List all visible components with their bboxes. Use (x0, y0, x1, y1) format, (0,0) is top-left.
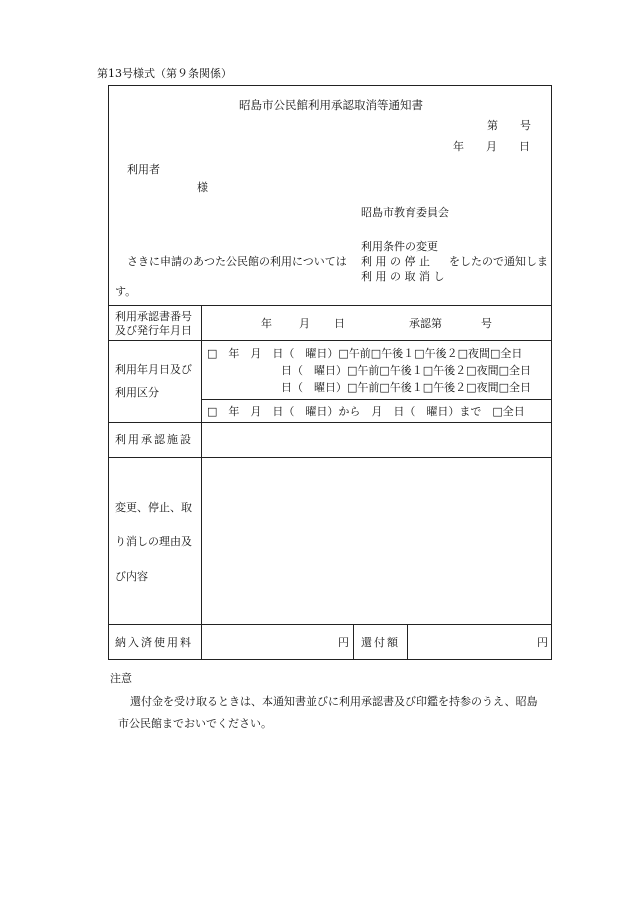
form-title: 昭島市公民館利用承認取消等通知書 (239, 98, 423, 112)
notice-form (108, 85, 552, 660)
reason-label-3: び内容 (115, 570, 148, 583)
approval-day: 日 (334, 317, 345, 330)
body-prefix: さきに申請のあつた公民館の利用については (127, 255, 347, 268)
usage-line-4: □ 年 月 日（ 曜日）から 月 日（ 曜日）まで □全日 (207, 405, 525, 418)
approval-label-2: 及び発行年月日 (115, 324, 192, 337)
approval-year: 年 (261, 317, 272, 330)
refund-label: 還付額 (361, 636, 400, 649)
divider (407, 624, 408, 659)
issuer: 昭島市教育委員会 (361, 206, 449, 219)
option-stop: 利 用 の 停 止 (361, 255, 430, 268)
divider (109, 422, 551, 423)
approval-month: 月 (299, 317, 310, 330)
option-cancel: 利 用 の 取 消 し (361, 270, 445, 283)
approval-number: 承認第 (409, 317, 442, 330)
paid-fee-label: 納入済使用料 (115, 636, 193, 649)
divider (109, 340, 551, 341)
body-suffix: をしたので通知しま (449, 255, 548, 268)
issue-date: 年 月 日 (453, 140, 530, 153)
usage-line-3: 日（ 曜日）□午前□午後１□午後２□夜間□全日 (281, 381, 531, 394)
form-id: 第13号様式（第９条関係） (97, 67, 232, 80)
body-tail: す。 (115, 285, 137, 298)
notes-line-2: 市公民館までおいでください。 (118, 717, 272, 730)
usage-line-2: 日（ 曜日）□午前□午後１□午後２□夜間□全日 (281, 364, 531, 377)
divider (201, 399, 551, 400)
divider (201, 305, 202, 659)
divider (109, 305, 551, 306)
honorific: 様 (197, 181, 208, 194)
notes-heading: 注意 (110, 672, 132, 685)
divider (353, 624, 354, 659)
refund-yen: 円 (537, 636, 548, 649)
approval-go: 号 (481, 317, 492, 330)
reason-label-2: り消しの理由及 (115, 535, 192, 548)
usage-label-1: 利用年月日及び (115, 363, 192, 376)
facility-label: 利用承認施設 (115, 433, 193, 446)
option-change: 利用条件の変更 (361, 240, 438, 253)
usage-label-2: 利用区分 (115, 386, 159, 399)
notes-line-1: 還付金を受け取るときは、本通知書並びに利用承認書及び印鑑を持参のうえ、昭島 (130, 695, 538, 708)
paid-fee-yen: 円 (338, 636, 349, 649)
reason-label-1: 変更、停止、取 (115, 501, 192, 514)
addressee-label: 利用者 (127, 163, 160, 176)
divider (109, 457, 551, 458)
usage-line-1: □ 年 月 日（ 曜日）□午前□午後１□午後２□夜間□全日 (207, 347, 523, 360)
approval-label-1: 利用承認書番号 (115, 310, 192, 323)
divider (109, 624, 551, 625)
document-number: 第 号 (487, 119, 531, 132)
